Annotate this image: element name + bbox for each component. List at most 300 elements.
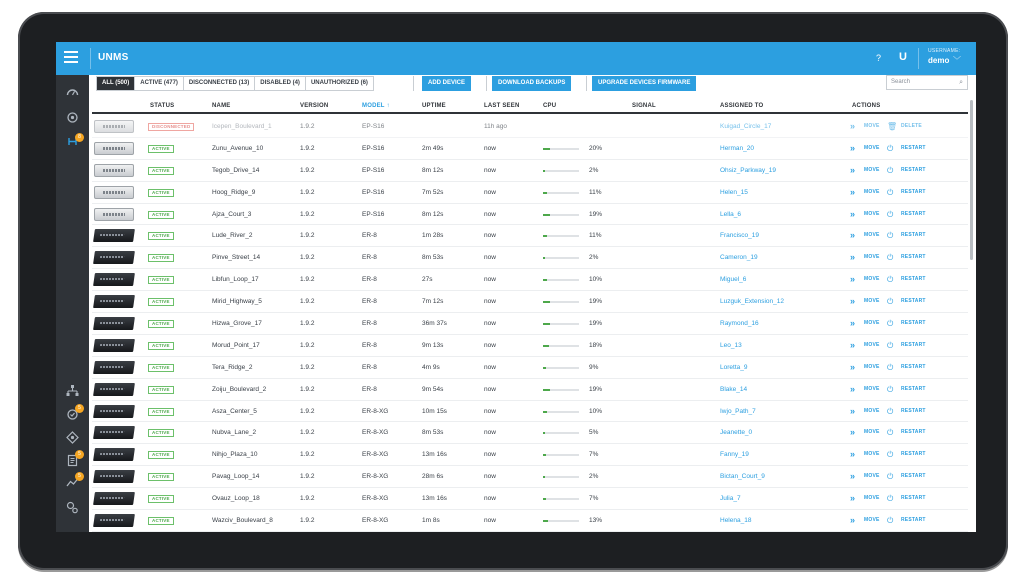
table-row[interactable] [92,225,968,247]
device-last-seen: now [484,166,496,174]
move-button[interactable]: MOVE [864,320,880,327]
device-uptime: 8m 53s [422,429,444,437]
move-icon[interactable]: » [850,164,854,175]
move-button[interactable]: MOVE [864,473,880,480]
status-badge: ACTIVE [148,517,174,525]
sites-icon[interactable] [65,111,80,126]
device-name-link[interactable]: Zunu_Avenue_10 [212,144,264,152]
cpu-bar [543,301,579,303]
power-icon[interactable]: ⏻ [887,275,894,285]
move-button[interactable]: MOVE [864,517,880,524]
search-input[interactable] [886,75,968,90]
device-name-link[interactable]: Ajza_Court_3 [212,210,252,218]
table-row[interactable] [92,335,968,357]
device-version: 1.9.2 [300,451,315,459]
device-uptime: 13m 16s [422,495,447,503]
move-button[interactable]: MOVE [864,166,880,173]
restart-button[interactable]: RESTART [901,473,926,480]
cpu-bar-fill [543,432,545,434]
move-icon[interactable]: » [850,208,854,219]
table-row[interactable] [92,488,968,510]
assigned-to-link[interactable]: Blake_14 [720,385,748,393]
restart-button[interactable]: RESTART [901,341,926,348]
device-name-link[interactable]: Zoiju_Boulevard_2 [212,385,267,393]
move-button[interactable]: MOVE [864,341,880,348]
cpu-bar-fill [543,279,547,281]
dashboard-icon[interactable] [65,86,80,101]
device-last-seen: 11h ago [484,123,508,130]
table-row[interactable] [92,510,968,532]
username-label: USERNAME: [928,48,961,54]
assigned-to-link[interactable]: Leo_13 [720,341,742,349]
assigned-to-link[interactable]: Kuigad_Circle_17 [720,123,772,130]
device-last-seen: now [484,517,496,525]
device-model: ER-8-XG [362,473,389,481]
device-name-link[interactable]: Pavag_Loop_14 [212,473,260,481]
restart-button[interactable]: RESTART [901,276,926,283]
cpu-bar [543,432,579,434]
move-icon[interactable]: » [850,471,854,482]
table-row[interactable] [92,247,968,269]
move-button[interactable]: MOVE [864,276,880,283]
device-model: ER-8-XG [362,407,389,415]
column-status[interactable]: STATUS [150,103,175,109]
device-name-link[interactable]: Hizwa_Grove_17 [212,320,262,328]
analytics-badge: 5 [75,472,84,481]
table-row[interactable] [92,422,968,444]
assigned-to-link[interactable]: Jeanette_0 [720,429,753,437]
device-name-link[interactable]: Pinve_Street_14 [212,254,261,262]
restart-button[interactable]: RESTART [901,495,926,502]
cpu-bar-fill [543,301,550,303]
device-model: ER-8 [362,276,377,284]
restart-button[interactable]: RESTART [901,166,926,173]
cpu-bar [543,279,579,281]
cpu-bar-fill [543,454,546,456]
move-icon[interactable]: » [850,405,854,416]
device-name-link[interactable]: Nihjo_Plaza_10 [212,451,258,459]
column-cpu[interactable]: CPU [543,103,557,109]
device-name-link[interactable]: Icepen_Boulevard_1 [212,123,272,130]
power-icon[interactable]: ⏻ [887,450,894,460]
device-name-link[interactable]: Asza_Center_5 [212,407,257,415]
power-icon[interactable]: ⏻ [887,516,894,526]
restart-button[interactable]: RESTART [901,232,926,239]
device-model: ER-8 [362,320,377,328]
assigned-to-link[interactable]: Helen_15 [720,188,748,196]
brand-divider [90,48,91,69]
device-model: ER-8-XG [362,517,389,525]
assigned-to-link[interactable]: Helena_18 [720,517,752,525]
cpu-bar-fill [543,214,550,216]
device-model: ER-8 [362,341,377,349]
move-icon[interactable]: » [850,383,854,394]
device-cpu: 19% [589,210,603,218]
device-last-seen: now [484,188,496,196]
restart-button[interactable]: RESTART [901,144,926,151]
restart-button[interactable]: RESTART [901,320,926,327]
device-image [93,448,135,461]
top-bar [56,42,976,75]
device-cpu: 2% [589,166,599,174]
device-cpu: 19% [589,298,603,306]
move-icon[interactable]: » [850,121,854,131]
device-image [94,142,134,155]
device-cpu: 10% [589,407,603,415]
assigned-to-link[interactable]: Cameron_19 [720,254,758,262]
status-badge: ACTIVE [148,211,174,219]
device-name-link[interactable]: Mirid_Highway_5 [212,298,262,306]
column-last-seen[interactable]: LAST SEEN [484,103,520,109]
device-version: 1.9.2 [300,298,315,306]
power-icon[interactable]: ⏻ [887,384,894,394]
cpu-bar-fill [543,476,545,478]
move-icon[interactable]: » [850,142,854,153]
device-version: 1.9.2 [300,254,315,262]
cpu-bar [543,345,579,347]
move-icon[interactable]: » [850,230,854,241]
device-uptime: 8m 12s [422,210,444,218]
column-name[interactable]: NAME [212,103,231,109]
device-uptime: 28m 6s [422,473,444,481]
restart-button[interactable]: RESTART [901,188,926,195]
notifications-badge: 5 [75,404,84,413]
logs-badge: 5 [75,450,84,459]
power-icon[interactable]: ⏻ [887,472,894,482]
device-uptime: 13m 16s [422,451,447,459]
tab-unauthorized[interactable]: UNAUTHORIZED (6) [310,80,368,86]
power-icon[interactable]: ⏻ [887,428,894,438]
network-icon[interactable] [65,384,80,399]
status-badge: ACTIVE [148,167,174,175]
move-button[interactable]: MOVE [864,254,880,261]
assigned-to-link[interactable]: Miguel_6 [720,276,747,284]
restart-button[interactable]: RESTART [901,451,926,458]
power-icon[interactable]: ⏻ [887,494,894,504]
assigned-to-link[interactable]: Iwjo_Path_7 [720,407,756,415]
restart-button[interactable]: RESTART [901,517,926,524]
status-badge: ACTIVE [148,408,174,416]
status-badge: ACTIVE [148,189,174,197]
device-name-link[interactable]: Wazciv_Boulevard_8 [212,517,273,525]
tab-all[interactable]: ALL (500) [97,77,135,90]
device-name-link[interactable]: Tegob_Drive_14 [212,166,260,174]
table-row[interactable] [92,401,968,423]
toolbar-divider [486,76,487,91]
move-button[interactable]: MOVE [864,495,880,502]
device-version: 1.9.2 [300,188,315,196]
username[interactable]: demo [928,56,950,65]
status-badge: ACTIVE [148,320,174,328]
device-version: 1.9.2 [300,123,315,130]
column-uptime[interactable]: UPTIME [422,103,446,109]
device-last-seen: now [484,276,496,284]
device-version: 1.9.2 [300,144,315,152]
move-icon[interactable]: » [850,339,854,350]
move-icon[interactable]: » [850,318,854,329]
device-version: 1.9.2 [300,320,315,328]
device-version: 1.9.2 [300,276,315,284]
device-name-link[interactable]: Libfun_Loop_17 [212,276,259,284]
device-cpu: 2% [589,254,599,262]
move-icon[interactable]: » [850,493,854,504]
power-icon[interactable]: ⏻ [887,297,894,307]
device-cpu: 9% [589,363,599,371]
device-uptime: 27s [422,276,433,284]
table-row[interactable] [92,291,968,313]
assigned-to-link[interactable]: Ohsiz_Parkway_19 [720,166,776,174]
delete-button[interactable]: DELETE [901,123,922,129]
power-icon[interactable]: ⏻ [887,362,894,372]
cpu-bar [543,148,579,150]
status-badge: ACTIVE [148,342,174,350]
device-model: EP-S16 [362,166,385,174]
device-image [93,229,135,242]
move-button[interactable]: MOVE [864,429,880,436]
restart-button[interactable]: RESTART [901,210,926,217]
search-placeholder: Search [891,79,911,85]
tab-disconnected[interactable]: DISCONNECTED (13) [184,77,255,90]
trash-icon[interactable]: 🗑 [887,122,898,131]
move-button[interactable]: MOVE [864,123,880,129]
power-icon[interactable]: ⏻ [887,187,894,197]
restart-button[interactable]: RESTART [901,363,926,370]
app-brand: UNMS [98,52,129,63]
device-last-seen: now [484,429,496,437]
assigned-to-link[interactable]: Bictan_Court_9 [720,473,765,481]
device-name-link[interactable]: Lude_River_2 [212,232,253,240]
tab-active[interactable]: ACTIVE (477) [135,77,184,90]
status-badge: ACTIVE [148,254,174,262]
table-row[interactable] [92,379,968,401]
device-last-seen: now [484,385,496,393]
help-icon[interactable]: ? [876,53,882,63]
move-button[interactable]: MOVE [864,144,880,151]
device-last-seen: now [484,407,496,415]
toolbar-divider [413,76,414,91]
devices-badge: 8 [75,133,84,142]
cpu-bar [543,476,579,478]
power-icon[interactable]: ⏻ [887,231,894,241]
device-version: 1.9.2 [300,232,315,240]
power-icon[interactable]: ⏻ [887,165,894,175]
cpu-bar-fill [543,148,550,150]
device-cpu: 7% [589,495,599,503]
status-badge: ACTIVE [148,232,174,240]
cpu-bar [543,411,579,413]
device-version: 1.9.2 [300,473,315,481]
assigned-to-link[interactable]: Lella_6 [720,210,741,218]
device-image [94,186,134,199]
table-scrollbar[interactable] [970,100,973,260]
device-last-seen: now [484,495,496,503]
cpu-bar-fill [543,367,546,369]
table-row[interactable] [92,204,968,226]
move-button[interactable]: MOVE [864,385,880,392]
cpu-bar [543,235,579,237]
device-cpu: 10% [589,276,603,284]
device-image [93,383,135,396]
move-icon[interactable]: » [850,296,854,307]
power-icon[interactable]: ⏻ [887,406,894,416]
chevron-down-icon[interactable]: ﹀ [953,56,961,65]
device-cpu: 19% [589,385,603,393]
device-model: EP-S16 [362,144,385,152]
table-row[interactable] [92,138,968,160]
menu-icon[interactable] [64,51,78,65]
device-image [94,120,134,133]
device-cpu: 11% [589,232,602,240]
status-badge: ACTIVE [148,364,174,372]
device-table-body [92,116,968,532]
device-model: ER-8 [362,254,377,262]
cpu-bar-fill [543,257,545,259]
device-model: ER-8 [362,232,377,240]
upgrade-firmware-button[interactable]: UPGRADE DEVICES FIRMWARE [592,76,696,91]
move-icon[interactable]: » [850,515,854,526]
move-button[interactable]: MOVE [864,232,880,239]
status-badge: ACTIVE [148,298,174,306]
device-image [93,426,135,439]
power-icon[interactable]: ⏻ [887,143,894,153]
column-version[interactable]: VERSION [300,103,329,109]
move-icon[interactable]: » [850,449,854,460]
device-last-seen: now [484,363,496,371]
move-button[interactable]: MOVE [864,363,880,370]
settings-icon[interactable] [65,501,80,516]
move-button[interactable]: MOVE [864,210,880,217]
device-uptime: 9m 54s [422,385,444,393]
assigned-to-link[interactable]: Julia_7 [720,495,741,503]
restart-button[interactable]: RESTART [901,407,926,414]
move-button[interactable]: MOVE [864,407,880,414]
cpu-bar-fill [543,520,548,522]
device-version: 1.9.2 [300,341,315,349]
table-row[interactable] [92,466,968,488]
status-badge: ACTIVE [148,495,174,503]
device-version: 1.9.2 [300,166,315,174]
assigned-to-link[interactable]: Fanny_19 [720,451,749,459]
device-uptime: 7m 12s [422,298,444,306]
table-row[interactable] [92,116,968,138]
device-name-link[interactable]: Tera_Ridge_2 [212,363,253,371]
search-icon: ⌕ [959,79,963,86]
power-icon[interactable]: ⏻ [887,253,894,263]
restart-button[interactable]: RESTART [901,254,926,261]
device-uptime: 2m 49s [422,144,444,152]
restart-button[interactable]: RESTART [901,298,926,305]
assigned-to-link[interactable]: Raymond_16 [720,320,759,328]
device-last-seen: now [484,320,496,328]
toolbar-divider [586,76,587,91]
device-cpu: 19% [589,320,603,328]
table-row[interactable] [92,313,968,335]
device-version: 1.9.2 [300,429,315,437]
move-icon[interactable]: » [850,186,854,197]
power-icon[interactable]: ⏻ [887,319,894,329]
device-last-seen: now [484,473,496,481]
column-assigned-to[interactable]: ASSIGNED TO [720,103,764,109]
table-header [92,100,968,114]
table-row[interactable] [92,269,968,291]
device-cpu: 7% [589,451,599,459]
cpu-bar [543,192,579,194]
device-model: EP-S16 [362,188,385,196]
cpu-bar-fill [543,235,547,237]
move-icon[interactable]: » [850,427,854,438]
move-button[interactable]: MOVE [864,298,880,305]
device-name-link[interactable]: Ovauz_Loop_18 [212,495,260,503]
device-version: 1.9.2 [300,385,315,393]
assigned-to-link[interactable]: Loretta_9 [720,363,748,371]
device-version: 1.9.2 [300,407,315,415]
move-button[interactable]: MOVE [864,451,880,458]
restart-button[interactable]: RESTART [901,429,926,436]
device-uptime: 1m 8s [422,517,440,525]
device-image [93,405,135,418]
assigned-to-link[interactable]: Herman_20 [720,144,754,152]
move-icon[interactable]: » [850,274,854,285]
tab-disabled[interactable]: DISABLED (4) [255,77,306,90]
device-model: ER-8-XG [362,429,389,437]
status-badge: ACTIVE [148,145,174,153]
cpu-bar [543,323,579,325]
move-icon[interactable]: » [850,252,854,263]
assigned-to-link[interactable]: Luzguk_Extension_12 [720,298,784,306]
device-image [93,492,135,505]
device-image [93,251,135,264]
device-model: ER-8 [362,363,377,371]
table-row[interactable] [92,182,968,204]
device-uptime: 9m 13s [422,341,444,349]
status-badge: ACTIVE [148,429,174,437]
device-image [94,208,134,221]
device-name-link[interactable]: Hoog_Ridge_9 [212,188,256,196]
device-uptime: 1m 28s [422,232,444,240]
assigned-to-link[interactable]: Francisco_19 [720,232,760,240]
device-name-link[interactable]: Morud_Point_17 [212,341,260,349]
cpu-bar [543,367,579,369]
sort-asc-icon: ↑ [386,103,390,109]
move-button[interactable]: MOVE [864,188,880,195]
device-name-link[interactable]: Nubva_Lane_2 [212,429,257,437]
move-icon[interactable]: » [850,361,854,372]
device-cpu: 20% [589,144,603,152]
device-model: ER-8-XG [362,451,389,459]
device-image [93,470,135,483]
table-row[interactable] [92,357,968,379]
cpu-bar [543,214,579,216]
map-icon[interactable] [65,431,80,446]
device-image [93,514,135,527]
table-row[interactable] [92,160,968,182]
column-signal[interactable]: SIGNAL [632,103,656,109]
device-version: 1.9.2 [300,210,315,218]
power-icon[interactable]: ⏻ [887,209,894,219]
column-model[interactable] [362,103,390,109]
add-device-button[interactable]: ADD DEVICE [422,76,471,91]
ubiquiti-logo-icon: U [899,51,907,63]
cpu-bar [543,520,579,522]
device-uptime: 10m 15s [422,407,447,415]
table-row[interactable] [92,444,968,466]
app-screen [56,42,976,532]
device-version: 1.9.2 [300,517,315,525]
restart-button[interactable]: RESTART [901,385,926,392]
cpu-bar [543,170,579,172]
power-icon[interactable]: ⏻ [887,340,894,350]
download-backups-button[interactable]: DOWNLOAD BACKUPS [492,76,571,91]
